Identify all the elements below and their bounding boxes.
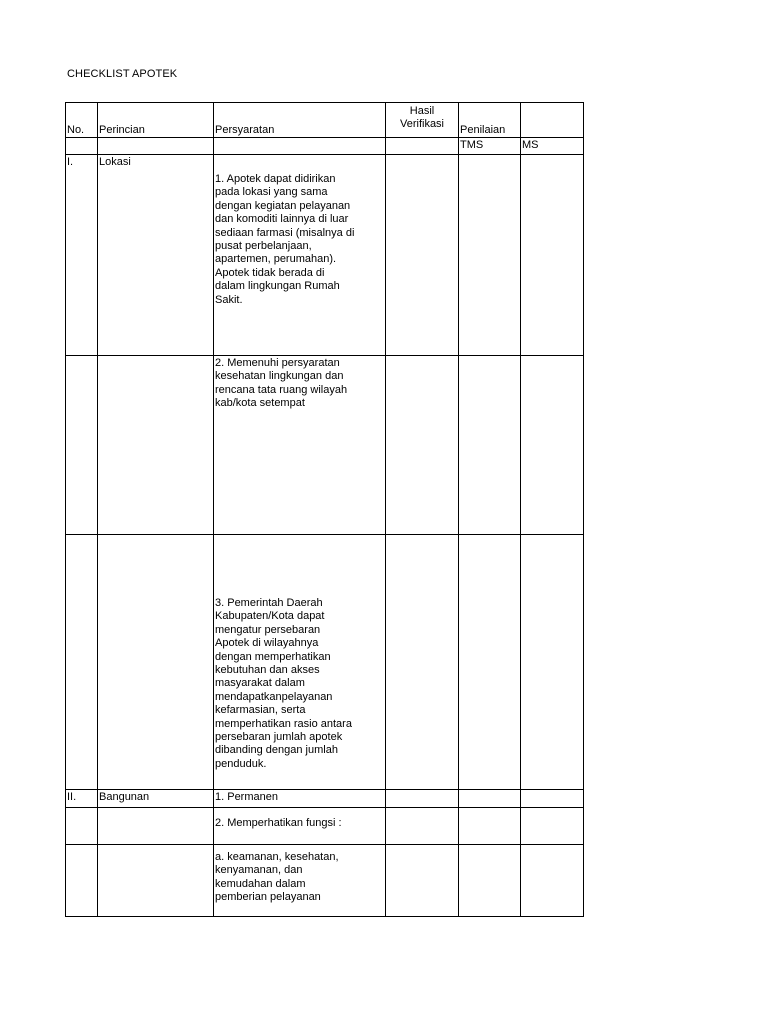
header-perincian: Perincian xyxy=(98,103,214,138)
table-row xyxy=(66,808,584,845)
table-row xyxy=(66,535,584,790)
row-perincian: Bangunan xyxy=(98,790,214,808)
table-row xyxy=(66,356,584,535)
header-no: No. xyxy=(66,103,98,138)
row-no xyxy=(66,356,98,535)
row-ms xyxy=(521,808,584,845)
row-tms xyxy=(459,535,521,790)
header-persyaratan: Persyaratan xyxy=(214,103,386,138)
row-no xyxy=(66,808,98,845)
row-persyaratan: a. keamanan, kesehatan, kenyamanan, dan kemudahan dalam pemberian pelayanan xyxy=(214,845,386,917)
row-ms xyxy=(521,790,584,808)
row-ms xyxy=(521,845,584,917)
row-tms xyxy=(459,845,521,917)
subheader-blank-2 xyxy=(98,138,214,155)
row-persyaratan: 1. Permanen xyxy=(214,790,386,808)
header-ms: MS xyxy=(521,138,584,155)
row-perincian xyxy=(98,356,214,535)
row-ms xyxy=(521,356,584,535)
row-no xyxy=(66,845,98,917)
row-hasil-verifikasi xyxy=(386,155,459,356)
header-hasil-verifikasi: Hasil Verifikasi xyxy=(386,103,459,138)
row-persyaratan-text: 2. Memperhatikan fungsi : xyxy=(215,817,342,829)
header-tms: TMS xyxy=(459,138,521,155)
row-no: II. xyxy=(66,790,98,808)
row-persyaratan-text: 3. Pemerintah Daerah Kabupaten/Kota dapat mengatur persebaran Apotek di wilayahnya dengan memperhatikan kebutuhan dan akses masyarakat dalam mendapatkanpelayanan kefarmasian, serta memperhatikan rasio antara persebaran jumlah apotek dibanding dengan jumlah penduduk. xyxy=(215,597,352,770)
subheader-blank-4 xyxy=(386,138,459,155)
row-hasil-verifikasi xyxy=(386,808,459,845)
row-perincian xyxy=(98,845,214,917)
row-ms xyxy=(521,535,584,790)
header-penilaian: Penilaian xyxy=(459,103,521,138)
row-persyaratan: 2. Memenuhi persyaratan kesehatan lingkungan dan rencana tata ruang wilayah kab/kota setempat xyxy=(214,356,386,535)
row-hasil-verifikasi xyxy=(386,535,459,790)
row-ms xyxy=(521,155,584,356)
row-perincian xyxy=(98,808,214,845)
row-perincian: Lokasi xyxy=(98,155,214,356)
row-tms xyxy=(459,808,521,845)
row-hasil-verifikasi xyxy=(386,356,459,535)
subheader-row xyxy=(66,138,584,155)
row-hasil-verifikasi xyxy=(386,845,459,917)
header-row xyxy=(66,103,584,138)
row-perincian xyxy=(98,535,214,790)
header-blank xyxy=(521,103,584,138)
row-tms xyxy=(459,155,521,356)
row-tms xyxy=(459,356,521,535)
row-persyaratan xyxy=(214,535,386,790)
row-hasil-verifikasi xyxy=(386,790,459,808)
table-row xyxy=(66,790,584,808)
row-persyaratan xyxy=(214,155,386,356)
document-title: CHECKLIST APOTEK xyxy=(67,68,178,80)
subheader-blank-3 xyxy=(214,138,386,155)
row-persyaratan xyxy=(214,808,386,845)
checklist-table xyxy=(65,102,584,917)
subheader-blank-1 xyxy=(66,138,98,155)
row-tms xyxy=(459,790,521,808)
row-no: I. xyxy=(66,155,98,356)
table-row xyxy=(66,845,584,917)
row-persyaratan-text: 1. Apotek dapat didirikan pada lokasi yang sama dengan kegiatan pelayanan dan komoditi lainnya di luar sediaan farmasi (misalnya di pusat perbelanjaan, apartemen, perumahan). Apotek tidak berada di dalam lingkungan Rumah Sakit. xyxy=(215,173,355,306)
row-no xyxy=(66,535,98,790)
table-row xyxy=(66,155,584,356)
